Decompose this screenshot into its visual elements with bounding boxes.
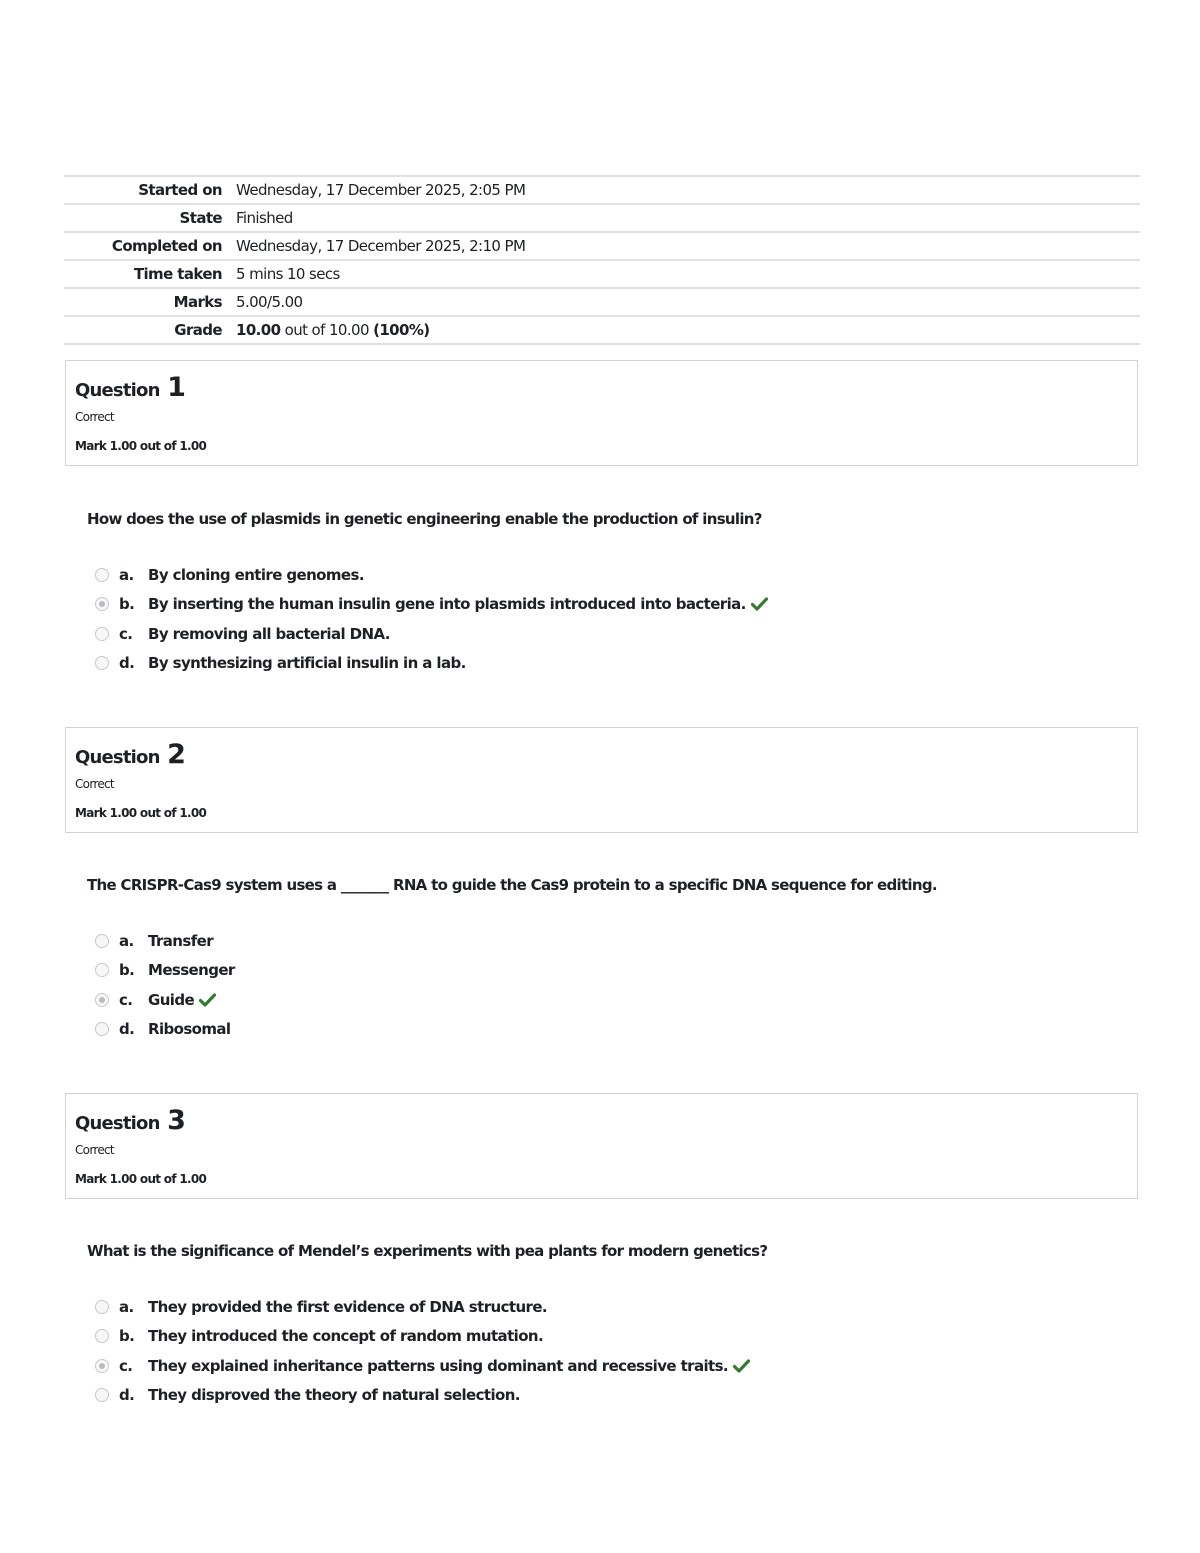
answer-letter: c. xyxy=(119,1356,133,1375)
question-title xyxy=(75,372,186,403)
answer-letter: d. xyxy=(119,1386,135,1405)
answer-text: Ribosomal xyxy=(148,1020,231,1039)
grade-percent: (100%) xyxy=(373,321,430,339)
answer-list-3 xyxy=(95,1292,750,1410)
grade-label: Grade xyxy=(174,321,222,339)
radio-button[interactable] xyxy=(95,1329,109,1343)
answer-option[interactable] xyxy=(95,956,235,986)
answer-option[interactable] xyxy=(95,1015,235,1045)
radio-button[interactable] xyxy=(95,656,109,670)
marks-label: Marks xyxy=(173,293,222,311)
question-grade: Mark 1.00 out of 1.00 xyxy=(75,1172,207,1186)
question-info-2 xyxy=(65,727,1138,833)
question-grade: Mark 1.00 out of 1.00 xyxy=(75,806,207,820)
radio-button-selected[interactable] xyxy=(95,1359,109,1373)
answer-option[interactable] xyxy=(95,619,768,649)
radio-button-selected[interactable] xyxy=(95,597,109,611)
started-on-value: Wednesday, 17 December 2025, 2:05 PM xyxy=(236,181,526,199)
question-title xyxy=(75,1105,186,1136)
answer-option[interactable] xyxy=(95,560,768,590)
summary-row-state xyxy=(64,205,1140,233)
radio-button[interactable] xyxy=(95,627,109,641)
answer-option[interactable] xyxy=(95,985,235,1015)
question-state: Correct xyxy=(75,1143,114,1157)
question-grade: Mark 1.00 out of 1.00 xyxy=(75,439,207,453)
question-text-1: How does the use of plasmids in genetic engineering enable the production of insulin? xyxy=(87,510,762,528)
started-on-label: Started on xyxy=(138,181,222,199)
answer-letter: a. xyxy=(119,1297,134,1316)
check-icon xyxy=(199,993,216,1007)
grade-score: 10.00 xyxy=(236,321,281,339)
answer-letter: d. xyxy=(119,654,135,673)
answer-letter: c. xyxy=(119,624,133,643)
time-taken-label: Time taken xyxy=(133,265,222,283)
grade-out-of: out of 10.00 xyxy=(280,321,374,339)
attempt-summary-table xyxy=(64,175,1140,345)
answer-option[interactable] xyxy=(95,649,768,679)
answer-list-2 xyxy=(95,926,235,1044)
radio-button-selected[interactable] xyxy=(95,993,109,1007)
answer-text: Guide xyxy=(148,990,195,1009)
radio-button[interactable] xyxy=(95,568,109,582)
question-text-3: What is the significance of Mendel’s experiments with pea plants for modern genetics? xyxy=(87,1242,768,1260)
radio-button[interactable] xyxy=(95,963,109,977)
question-number: 2 xyxy=(167,739,186,770)
question-state: Correct xyxy=(75,777,114,791)
summary-row-started xyxy=(64,177,1140,205)
answer-text: By synthesizing artificial insulin in a lab. xyxy=(148,654,466,673)
answer-text: Transfer xyxy=(148,931,214,950)
answer-list-1 xyxy=(95,560,768,678)
summary-row-time xyxy=(64,261,1140,289)
question-title xyxy=(75,739,186,770)
radio-button[interactable] xyxy=(95,1388,109,1402)
answer-text: By removing all bacterial DNA. xyxy=(148,624,390,643)
question-label: Question xyxy=(75,380,160,401)
answer-text: They introduced the concept of random mutation. xyxy=(148,1327,544,1346)
answer-letter: a. xyxy=(119,565,134,584)
answer-letter: b. xyxy=(119,1327,135,1346)
answer-letter: b. xyxy=(119,595,135,614)
marks-value: 5.00/5.00 xyxy=(236,293,303,311)
radio-button[interactable] xyxy=(95,1300,109,1314)
answer-text: By cloning entire genomes. xyxy=(148,565,364,584)
state-value: Finished xyxy=(236,209,293,227)
answer-letter: a. xyxy=(119,931,134,950)
question-state: Correct xyxy=(75,410,114,424)
answer-text: By inserting the human insulin gene into plasmids introduced into bacteria. xyxy=(148,595,746,614)
completed-on-label: Completed on xyxy=(111,237,222,255)
time-taken-value: 5 mins 10 secs xyxy=(236,265,340,283)
summary-row-completed xyxy=(64,233,1140,261)
answer-option[interactable] xyxy=(95,1322,750,1352)
summary-row-grade xyxy=(64,317,1140,345)
check-icon xyxy=(751,597,768,611)
answer-text: They provided the first evidence of DNA structure. xyxy=(148,1297,547,1316)
question-text-2: The CRISPR-Cas9 system uses a _______ RNA to guide the Cas9 protein to a specific DNA sequence for editing. xyxy=(87,876,937,894)
answer-letter: b. xyxy=(119,961,135,980)
question-number: 1 xyxy=(167,372,186,403)
question-number: 3 xyxy=(167,1105,186,1136)
answer-option[interactable] xyxy=(95,590,768,620)
answer-option[interactable] xyxy=(95,1351,750,1381)
check-icon xyxy=(733,1359,750,1373)
answer-letter: c. xyxy=(119,990,133,1009)
answer-text: They disproved the theory of natural selection. xyxy=(148,1386,520,1405)
radio-button[interactable] xyxy=(95,1022,109,1036)
answer-option[interactable] xyxy=(95,1292,750,1322)
answer-text: They explained inheritance patterns using dominant and recessive traits. xyxy=(148,1356,729,1375)
answer-letter: d. xyxy=(119,1020,135,1039)
radio-button[interactable] xyxy=(95,934,109,948)
state-label: State xyxy=(179,209,222,227)
completed-on-value: Wednesday, 17 December 2025, 2:10 PM xyxy=(236,237,526,255)
question-label: Question xyxy=(75,1113,160,1134)
answer-option[interactable] xyxy=(95,926,235,956)
answer-text: Messenger xyxy=(148,961,235,980)
question-info-3 xyxy=(65,1093,1138,1199)
answer-option[interactable] xyxy=(95,1381,750,1411)
question-label: Question xyxy=(75,747,160,768)
summary-row-marks xyxy=(64,289,1140,317)
grade-value xyxy=(222,321,430,339)
question-info-1 xyxy=(65,360,1138,466)
